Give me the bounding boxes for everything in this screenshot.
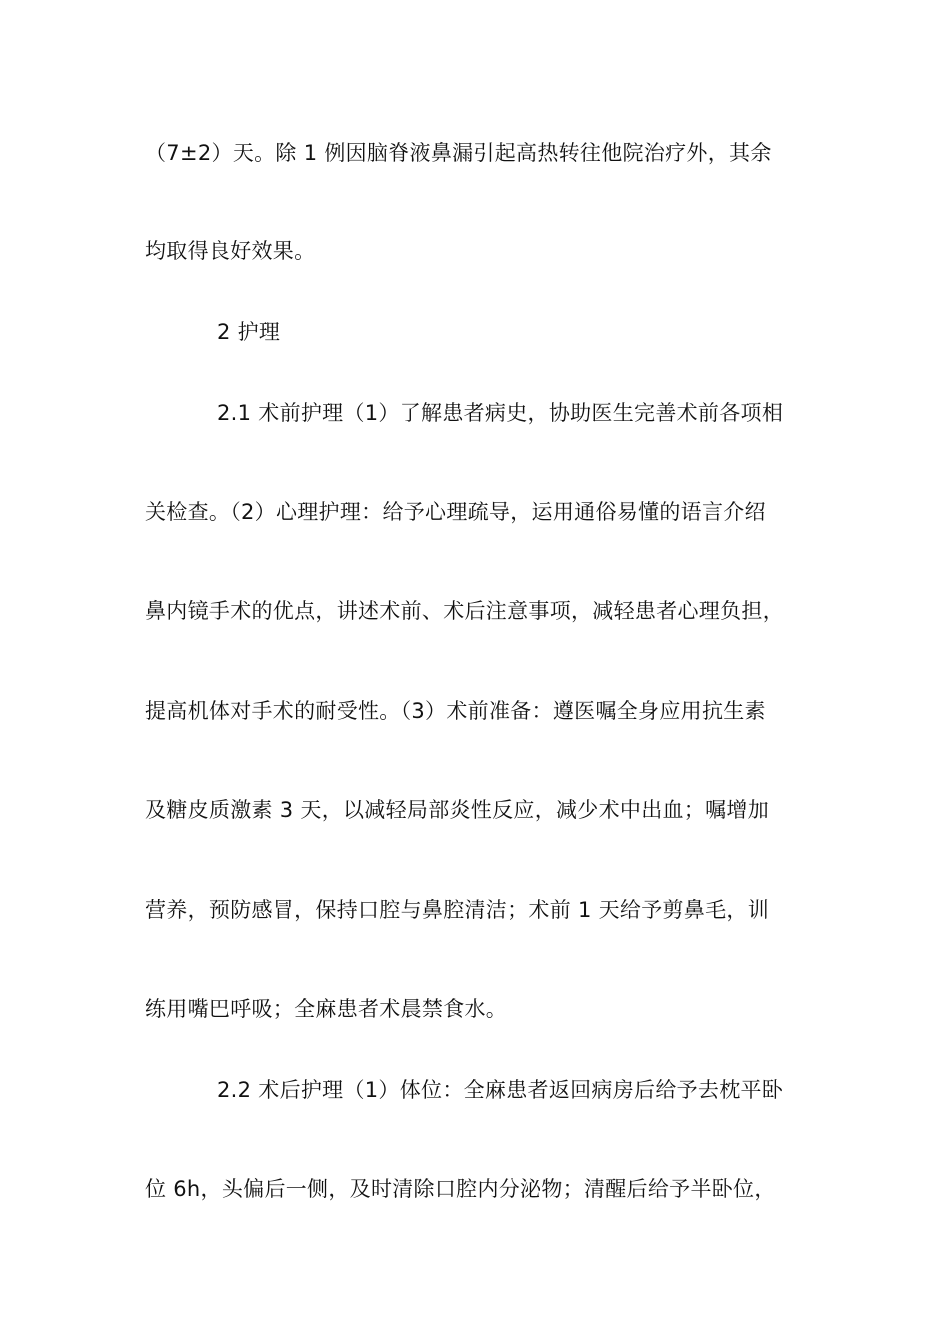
paragraph-line: 2.1 术前护理（1）了解患者病史，协助医生完善术前各项相 bbox=[217, 401, 784, 425]
paragraph-line: 位 6h，头偏后一侧，及时清除口腔内分泌物；清醒后给予半卧位， bbox=[145, 1177, 776, 1201]
paragraph-line: 及糖皮质激素 3 天，以减轻局部炎性反应，减少术中出血；嘱增加 bbox=[145, 798, 770, 822]
paragraph-line: 鼻内镜手术的优点，讲述术前、术后注意事项，减轻患者心理负担， bbox=[145, 599, 784, 623]
paragraph-line: 关检查。（2）心理护理：给予心理疏导，运用通俗易懂的语言介绍 bbox=[145, 500, 766, 524]
paragraph-line: 均取得良好效果。 bbox=[145, 239, 316, 263]
paragraph-line: （7±2）天。除 1 例因脑脊液鼻漏引起高热转往他院治疗外，其余 bbox=[145, 141, 772, 165]
section-heading: 2 护理 bbox=[217, 320, 281, 344]
paragraph-line: 提高机体对手术的耐受性。（3）术前准备：遵医嘱全身应用抗生素 bbox=[145, 699, 766, 723]
paragraph-line: 2.2 术后护理（1）体位：全麻患者返回病房后给予去枕平卧 bbox=[217, 1078, 784, 1102]
paragraph-line: 营养，预防感冒，保持口腔与鼻腔清洁；术前 1 天给予剪鼻毛，训 bbox=[145, 898, 770, 922]
paragraph-line: 练用嘴巴呼吸；全麻患者术晨禁食水。 bbox=[145, 997, 508, 1021]
